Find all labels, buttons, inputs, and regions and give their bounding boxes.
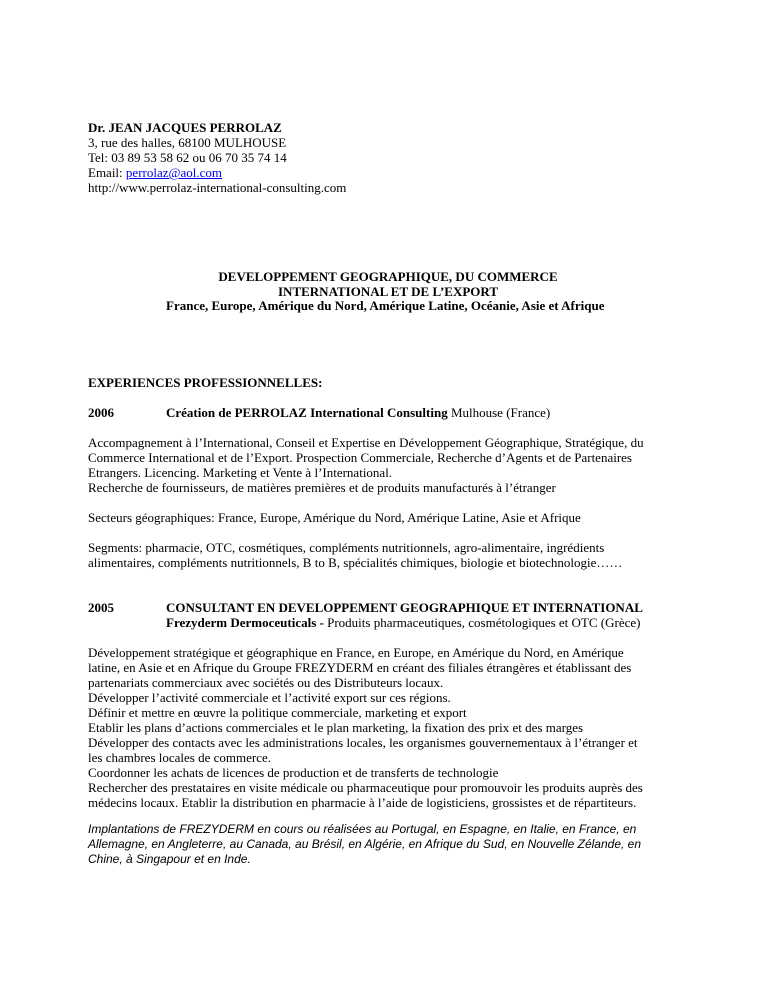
exp-2005-desc-line: Développer des contacts avec les administrations locales, les organismes gouvernementaux à l’étranger et: [88, 735, 638, 750]
exp-2006-description: [88, 435, 688, 495]
exp-2005-company: Frezyderm Dermoceuticals -: [166, 615, 328, 630]
contact-name: Dr. JEAN JACQUES PERROLAZ: [88, 120, 282, 135]
exp-2006-segments: [88, 540, 688, 570]
exp-2005-desc-line: partenariats commerciaux avec sociétés ou des Distributeurs locaux.: [88, 675, 444, 690]
exp-2005-implantations-line: Allemagne, en Angleterre, au Canada, au Brésil, en Algérie, en Afrique du Sud, en Nouvelle Zélande, en: [88, 837, 642, 851]
exp-2006-heading: [166, 405, 550, 420]
exp-2006-desc-line: Commerce International et de l’Export. Prospection Commerciale, Recherche d’Agents et de Partenaires: [88, 450, 632, 465]
contact-block: [88, 120, 688, 195]
contact-tel: Tel: 03 89 53 58 62 ou 06 70 35 74 14: [88, 150, 287, 165]
exp-2005-year: 2005: [88, 600, 114, 615]
exp-2005-company-desc: Produits pharmaceutiques, cosmétologiques et OTC (Grèce): [327, 615, 641, 630]
exp-2005-implantations: [88, 822, 688, 867]
exp-2005-desc-line: Coordonner les achats de licences de production et de transferts de technologie: [88, 765, 499, 780]
contact-email-line: [88, 165, 688, 180]
section-title: EXPERIENCES PROFESSIONNELLES:: [88, 375, 323, 390]
exp-2006-segments-line: alimentaires, compléments nutritionnels, B to B, spécialités chimiques, biologie et biotechnologie……: [88, 555, 623, 570]
exp-2005-desc-line: les chambres locales de commerce.: [88, 750, 271, 765]
exp-2005-desc-line: Développement stratégique et géographique en France, en Europe, en Amérique du Nord, en Amérique: [88, 645, 624, 660]
exp-2006-desc-line: Accompagnement à l’International, Conseil et Expertise en Développement Géographique, Stratégique, du: [88, 435, 644, 450]
exp-2005-implantations-line: Chine, à Singapour et en Inde.: [88, 852, 251, 866]
exp-2006-sectors: Secteurs géographiques: France, Europe, Amérique du Nord, Amérique Latine, Asie et Afrique: [88, 510, 581, 525]
exp-2005-desc-line: Rechercher des prestataires en visite médicale ou pharmaceutique pour promouvoir les produits auprès des: [88, 780, 643, 795]
exp-2005-desc-line: médecins locaux. Etablir la distribution en pharmacie à l’aide de logisticiens, grossistes et de répartiteurs.: [88, 795, 637, 810]
headline-line2: INTERNATIONAL ET DE L’EXPORT: [278, 284, 498, 299]
exp-2005-title: CONSULTANT EN DEVELOPPEMENT GEOGRAPHIQUE ET INTERNATIONAL: [166, 600, 643, 615]
headline-line3: France, Europe, Amérique du Nord, Amérique Latine, Océanie, Asie et Afrique: [166, 298, 605, 313]
exp-2005-description: [88, 645, 688, 810]
exp-2005-company-line: [166, 615, 640, 630]
exp-2005-desc-line: Développer l’activité commerciale et l’activité export sur ces régions.: [88, 690, 451, 705]
contact-address: 3, rue des halles, 68100 MULHOUSE: [88, 135, 287, 150]
exp-2006-title: Création de PERROLAZ International Consulting: [166, 405, 448, 420]
exp-2005-implantations-line: Implantations de FREZYDERM en cours ou réalisées au Portugal, en Espagne, en Italie, en France, en: [88, 822, 637, 836]
contact-email-link[interactable]: perrolaz@aol.com: [125, 165, 222, 180]
exp-2006-desc-line: Etrangers. Licencing. Marketing et Vente à l’International.: [88, 465, 393, 480]
contact-email-label: Email:: [88, 165, 126, 180]
exp-2005-desc-line: Définir et mettre en œuvre la politique commerciale, marketing et export: [88, 705, 467, 720]
contact-website: http://www.perrolaz-international-consulting.com: [88, 180, 347, 195]
exp-2005-desc-line: Etablir les plans d’actions commerciales et le plan marketing, la fixation des prix et des marges: [88, 720, 584, 735]
exp-2005-desc-line: latine, en Asie et en Afrique du Groupe FREZYDERM en créant des filiales étrangères et établissant des: [88, 660, 632, 675]
headline-line1: DEVELOPPEMENT GEOGRAPHIQUE, DU COMMERCE: [218, 269, 558, 284]
exp-2006-location: Mulhouse (France): [447, 405, 551, 420]
exp-2006-segments-line: Segments: pharmacie, OTC, cosmétiques, compléments nutritionnels, agro-alimentaire, ingrédients: [88, 540, 605, 555]
exp-2006-desc-line: Recherche de fournisseurs, de matières premières et de produits manufacturés à l’étranger: [88, 480, 556, 495]
exp-2006-year: 2006: [88, 405, 114, 420]
